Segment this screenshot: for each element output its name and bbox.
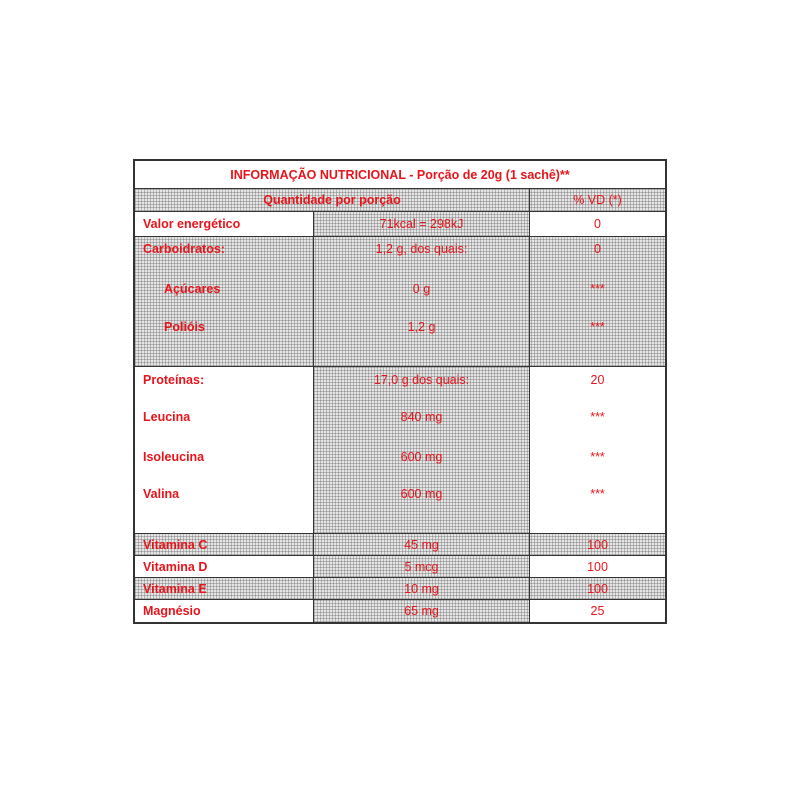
proteins-vd: 20 — [590, 373, 605, 387]
vitamin-e-row — [135, 578, 665, 600]
valine-name: Valina — [143, 487, 180, 501]
leucine-amount: 840 mg — [400, 410, 443, 424]
carbohydrates-amount: 1,2 g, dos quais: — [375, 242, 468, 256]
carbohydrates-row — [135, 237, 665, 367]
isoleucine-name: Isoleucina — [143, 450, 205, 464]
vitamin-d-row — [135, 556, 665, 578]
magnesium-vd: 25 — [590, 604, 605, 618]
proteins-amounts — [314, 367, 530, 533]
nutrition-table — [133, 159, 667, 624]
vitamin-e-vd: 100 — [587, 582, 608, 596]
proteins-name: Proteínas: — [143, 373, 205, 387]
sugars-vd: *** — [590, 282, 605, 296]
polyols-amount: 1,2 g — [407, 320, 436, 334]
vitamin-e-amount: 10 mg — [314, 578, 530, 599]
energy-row — [135, 212, 665, 237]
leucine-vd: *** — [590, 410, 605, 424]
table-title: INFORMAÇÃO NUTRICIONAL - Porção de 20g (1 sachê)** — [230, 167, 570, 182]
polyols-name: Polióis — [164, 320, 205, 334]
valine-amount: 600 mg — [400, 487, 443, 501]
carbohydrates-vds — [530, 237, 665, 366]
magnesium-row — [135, 600, 665, 622]
vd-header: % VD (*) — [573, 193, 622, 207]
vitamin-c-name: Vitamina C — [135, 534, 314, 555]
magnesium-amount: 65 mg — [314, 600, 530, 622]
polyols-vd: *** — [590, 320, 605, 334]
vitamin-d-vd: 100 — [587, 560, 608, 574]
isoleucine-amount: 600 mg — [400, 450, 443, 464]
vitamin-c-amount: 45 mg — [314, 534, 530, 555]
vitamin-d-name: Vitamina D — [135, 556, 314, 577]
energy-amount: 71kcal = 298kJ — [314, 212, 530, 236]
proteins-names — [135, 367, 314, 533]
quantity-header: Quantidade por porção — [135, 189, 530, 211]
magnesium-name: Magnésio — [135, 600, 314, 622]
carbohydrates-amounts — [314, 237, 530, 366]
table-title-row — [135, 161, 665, 189]
vitamin-d-amount: 5 mcg — [314, 556, 530, 577]
carbohydrates-vd: 0 — [594, 242, 601, 256]
leucine-name: Leucina — [143, 410, 191, 424]
vitamin-c-vd: 100 — [587, 538, 608, 552]
isoleucine-vd: *** — [590, 450, 605, 464]
vitamin-e-name: Vitamina E — [135, 578, 314, 599]
carbohydrates-name: Carboidratos: — [143, 242, 225, 256]
proteins-amount: 17,0 g dos quais: — [373, 373, 470, 387]
energy-name: Valor energético — [135, 212, 314, 236]
proteins-vds — [530, 367, 665, 533]
carbohydrates-names — [135, 237, 314, 366]
valine-vd: *** — [590, 487, 605, 501]
table-header-row — [135, 189, 665, 212]
energy-vd: 0 — [594, 217, 601, 231]
vitamin-c-row — [135, 534, 665, 556]
sugars-name: Açúcares — [164, 282, 221, 296]
sugars-amount: 0 g — [412, 282, 431, 296]
proteins-row — [135, 367, 665, 534]
